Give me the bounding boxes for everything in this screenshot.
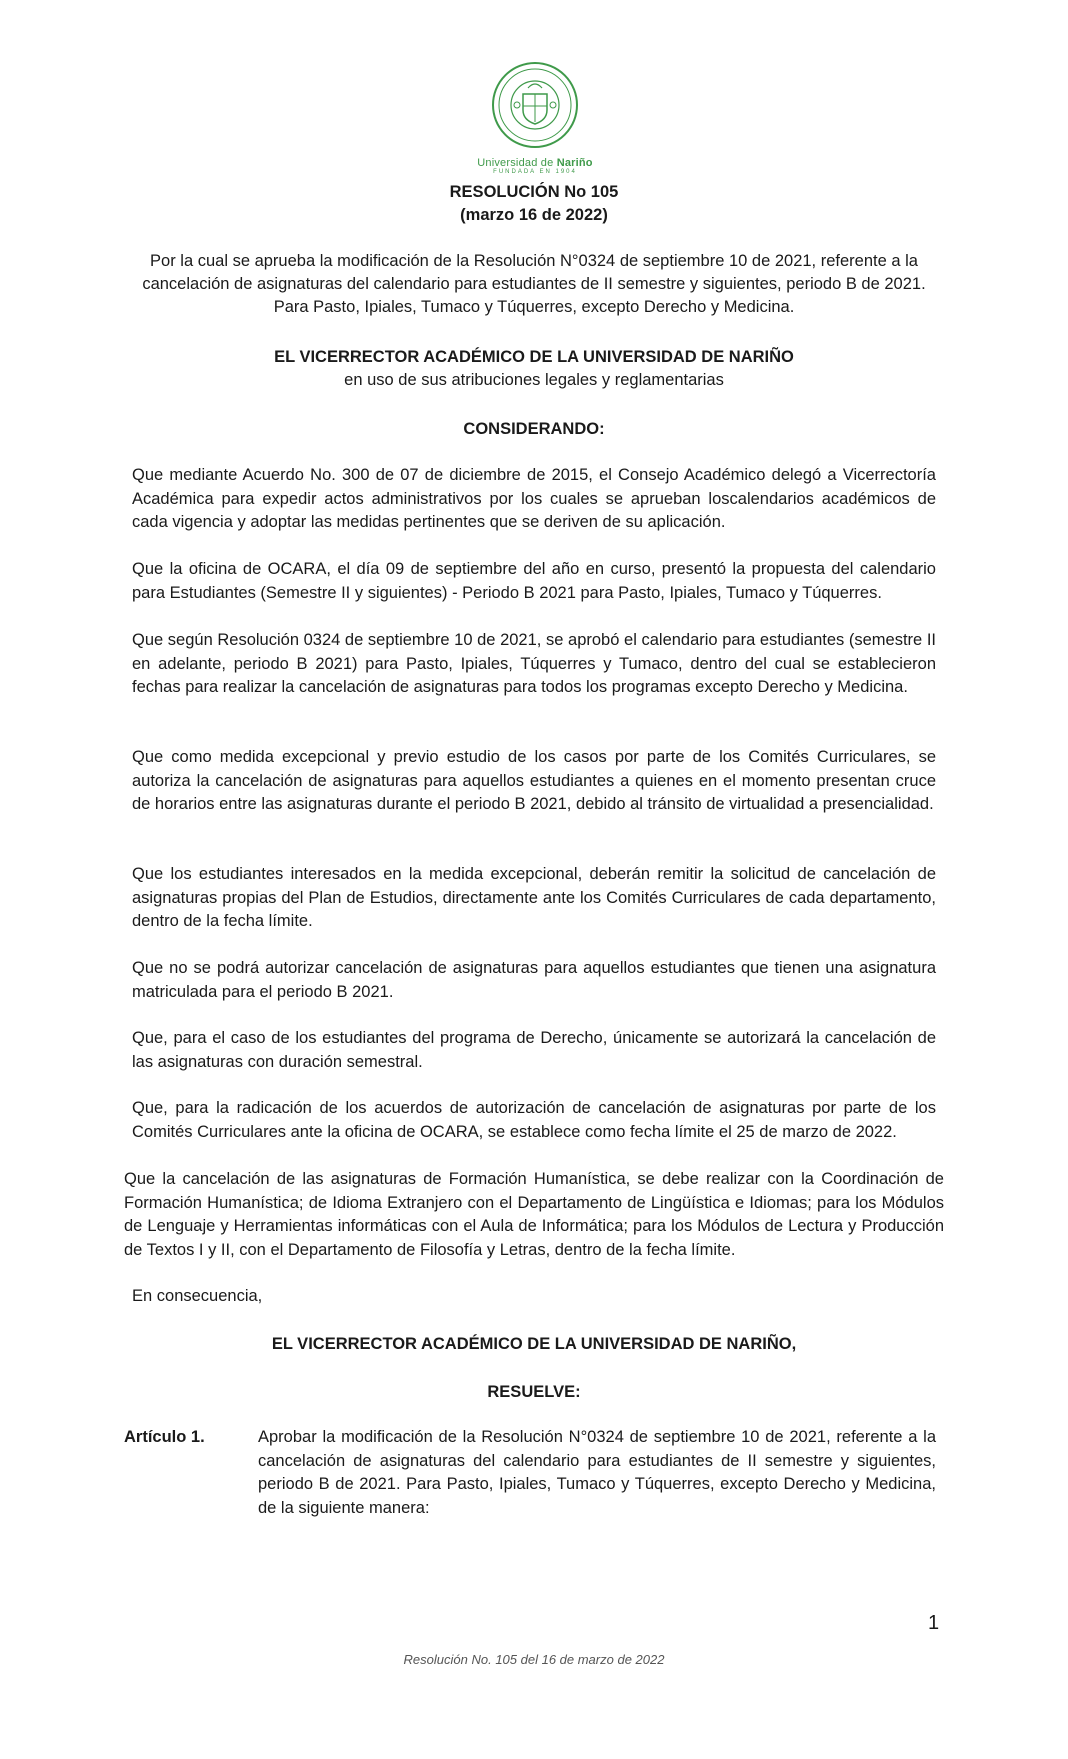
university-tagline: FUNDADA EN 1904 [493, 169, 577, 175]
considerando-paragraph: Que como medida excepcional y previo estudio de los casos por parte de los Comités Curriculares, se autoriza la cancelación de asignaturas para aquellos estudiantes a quienes en el momento presentan cruce de horarios entre las asignaturas durante el periodo B 2021, debido al tránsito de virtualidad a presencialidad. [132, 748, 936, 813]
university-logo [470, 60, 600, 175]
considerando-paragraph: Que mediante Acuerdo No. 300 de 07 de diciembre de 2015, el Consejo Académico delegó a Vicerrectoría Académica para expedir actos administrativos por los cuales se aprueban loscalendarios académicos de cada vigencia y adoptar las medidas pertinentes que se deriven de su aplicación. [132, 466, 936, 531]
considerando-paragraph: Que, para la radicación de los acuerdos de autorización de cancelación de asignaturas por parte de los Comités Curriculares ante la oficina de OCARA, se establece como fecha límite el 25 de marzo de 2022. [132, 1099, 936, 1141]
resuelve-heading: RESUELVE: [487, 1383, 581, 1401]
considerando-heading: CONSIDERANDO: [463, 420, 605, 438]
considerando-paragraph: Que los estudiantes interesados en la medida excepcional, deberán remitir la solicitud de cancelación de asignaturas propias del Plan de Estudios, directamente ante los Comités Curriculares de cada departamento, dentro de la fecha límite. [132, 865, 936, 930]
resolution-summary: Por la cual se aprueba la modificación de la Resolución N°0324 de septiembre 10 de 2021, referente a la cancelación de asignaturas del calendario para estudiantes de II semestre y siguientes, periodo B de 2021. Para Pasto, Ipiales, Tumaco y Túquerres, excepto Derecho y Medicina. [142, 252, 926, 316]
article-1-label: Artículo 1. [124, 1428, 205, 1446]
page-number: 1 [928, 1612, 940, 1634]
consequence-line: En consecuencia, [132, 1287, 263, 1305]
considerando-final-paragraph: Que la cancelación de las asignaturas de Formación Humanística, se debe realizar con la Coordinación de Formación Humanística; de Idioma Extranjero con el Departamento de Lingüística e Idiomas; para los Módulos de Lenguaje y Herramientas informáticas con el Aula de Informática; para los Módulos de Lectura y Producción de Textos I y II, con el Departamento de Filosofía y Letras, dentro de la fecha límite. [124, 1170, 944, 1259]
university-name: Universidad de Nariño [477, 157, 593, 169]
considerando-paragraph: Que según Resolución 0324 de septiembre 10 de 2021, se aprobó el calendario para estudiantes (semestre II en adelante, periodo B 2021) para Pasto, Ipiales, Túquerres y Tumaco, dentro del cual se establecieron fechas para realizar la cancelación de asignaturas para todos los programas excepto Derecho y Medicina. [132, 631, 936, 696]
article-1-text: Aprobar la modificación de la Resolución N°0324 de septiembre 10 de 2021, referente a la cancelación de asignaturas del calendario para estudiantes de II semestre y siguientes, periodo B de 2021. Para Pasto, Ipiales, Tumaco y Túquerres, excepto Derecho y Medicina, de la siguiente manera: [258, 1428, 936, 1517]
page-footer: Resolución No. 105 del 16 de marzo de 2022 [403, 1652, 665, 1667]
authority-subtitle: en uso de sus atribuciones legales y reglamentarias [344, 371, 724, 389]
resolution-date: (marzo 16 de 2022) [460, 206, 608, 224]
university-seal-icon [490, 60, 580, 150]
considerando-paragraph: Que, para el caso de los estudiantes del programa de Derecho, únicamente se autorizará la cancelación de las asignaturas con duración semestral. [132, 1029, 936, 1071]
authority-heading-2: EL VICERRECTOR ACADÉMICO DE LA UNIVERSIDAD DE NARIÑO, [271, 1335, 797, 1353]
considerando-paragraph: Que la oficina de OCARA, el día 09 de septiembre del año en curso, presentó la propuesta del calendario para Estudiantes (Semestre II y siguientes) - Periodo B 2021 para Pasto, Ipiales, Tumaco y Túquerres. [132, 560, 936, 602]
resolution-title: RESOLUCIÓN No 105 [449, 183, 619, 201]
authority-heading: EL VICERRECTOR ACADÉMICO DE LA UNIVERSIDAD DE NARIÑO [274, 348, 794, 366]
considerando-paragraph: Que no se podrá autorizar cancelación de asignaturas para aquellos estudiantes que tienen una asignatura matriculada para el periodo B 2021. [132, 959, 936, 1001]
